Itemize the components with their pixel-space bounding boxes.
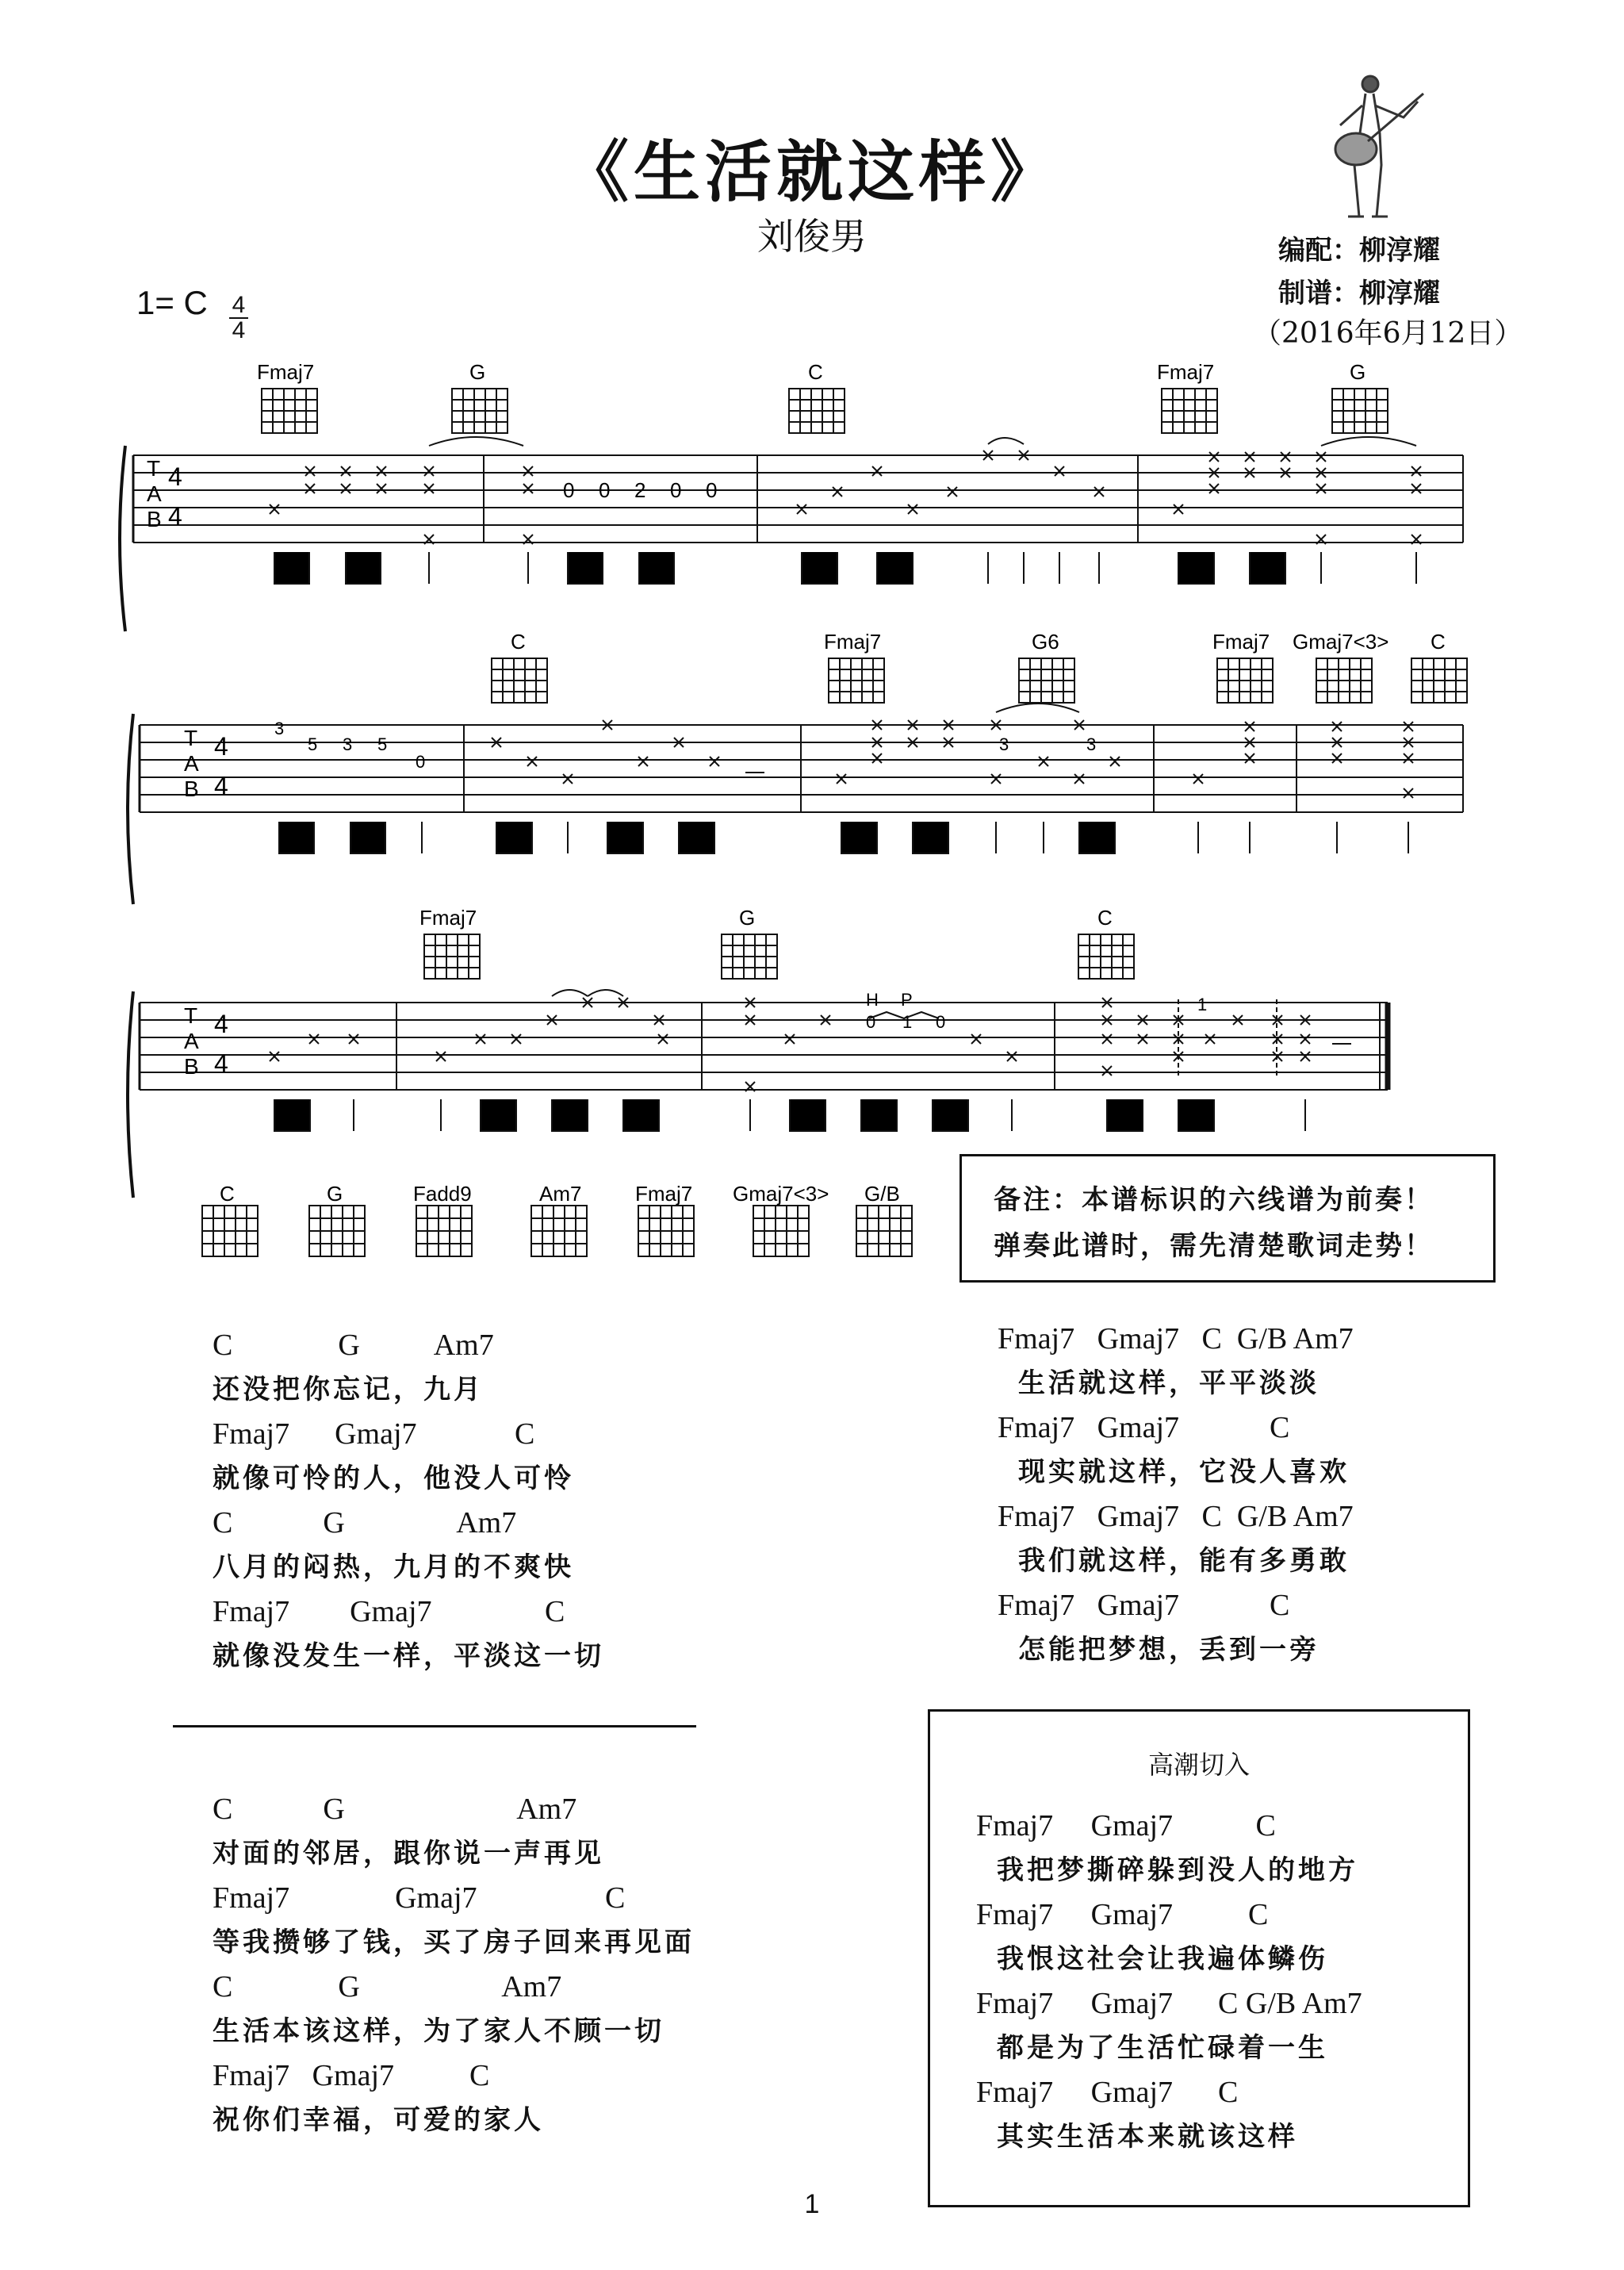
svg-text:3: 3 xyxy=(343,734,353,754)
svg-text:4: 4 xyxy=(168,462,182,491)
svg-text:0: 0 xyxy=(936,1012,946,1032)
chord-diagram-fmaj7 xyxy=(419,906,480,979)
svg-text:B: B xyxy=(147,507,162,531)
chord-diagram-fmaj7 xyxy=(257,360,317,433)
svg-text:B: B xyxy=(184,1054,199,1079)
svg-text:G/B: G/B xyxy=(864,1182,900,1206)
arranger-credit: 编配：柳淳耀 xyxy=(1278,235,1440,266)
chord-diagram-fmaj7 xyxy=(1157,360,1217,433)
page-number: 1 xyxy=(804,2189,820,2219)
svg-text:Fmaj7: Fmaj7 xyxy=(257,360,315,384)
chorus xyxy=(998,1317,1354,1672)
artist-name: 刘俊男 xyxy=(757,215,867,258)
lyric-line: 现实就这样，它没人喜欢 xyxy=(1018,1456,1350,1488)
chord-line: Fmaj7 Gmaj7 C xyxy=(976,1809,1276,1842)
svg-text:T: T xyxy=(147,456,161,481)
svg-text:0: 0 xyxy=(706,478,718,502)
svg-text:G6: G6 xyxy=(1032,630,1059,654)
chord-line: Fmaj7 Gmaj7 C G/B Am7 xyxy=(976,1987,1362,2020)
chord-library xyxy=(190,1174,928,1269)
svg-text:Gmaj7<3>: Gmaj7<3> xyxy=(733,1182,829,1206)
lyric-line: 就像没发生一样，平淡这一切 xyxy=(213,1640,604,1672)
section-divider xyxy=(173,1725,696,1727)
svg-text:0: 0 xyxy=(866,1012,876,1032)
chord-line: Fmaj7 Gmaj7 C G/B Am7 xyxy=(998,1500,1354,1533)
chord-line: Fmaj7 Gmaj7 C xyxy=(213,1881,626,1915)
chord-line: Fmaj7 Gmaj7 C xyxy=(213,1595,565,1628)
guitarist-logo-icon xyxy=(1324,70,1427,220)
lyric-line: 祝你们幸福，可爱的家人 xyxy=(213,2104,544,2136)
svg-text:Fmaj7: Fmaj7 xyxy=(1212,630,1270,654)
svg-text:Fmaj7: Fmaj7 xyxy=(635,1182,693,1206)
svg-text:Fmaj7: Fmaj7 xyxy=(419,906,477,930)
svg-text:5: 5 xyxy=(308,734,318,754)
svg-text:4: 4 xyxy=(214,1010,228,1038)
chord-diagram-am7 xyxy=(531,1182,587,1256)
note-box xyxy=(959,1154,1496,1283)
svg-text:3: 3 xyxy=(999,734,1009,754)
chord-line: Fmaj7 Gmaj7 C xyxy=(213,2059,490,2092)
svg-text:0: 0 xyxy=(599,478,611,502)
lyric-line: 都是为了生活忙碌着一生 xyxy=(997,2032,1328,2064)
chord-diagram-c xyxy=(789,360,845,433)
lyric-line: 生活本该这样，为了家人不顾一切 xyxy=(213,2015,665,2047)
svg-text:4: 4 xyxy=(214,1049,228,1078)
svg-text:G: G xyxy=(327,1182,343,1206)
song-title: 《生活就这样》 xyxy=(561,132,1062,211)
date-text: （2016年6月12日） xyxy=(1253,317,1523,350)
svg-text:Fadd9: Fadd9 xyxy=(413,1182,472,1206)
chord-diagram-c xyxy=(1411,630,1467,703)
svg-text:A: A xyxy=(184,1029,199,1053)
chord-diagram-g-b xyxy=(856,1182,912,1256)
verse-1 xyxy=(213,1323,604,1678)
svg-text:G: G xyxy=(1350,360,1366,384)
climax-title: 高潮切入 xyxy=(1147,1750,1250,1780)
svg-text:4: 4 xyxy=(214,772,228,800)
svg-text:1: 1 xyxy=(1197,995,1208,1014)
chord-line: C G Am7 xyxy=(213,1506,517,1540)
svg-text:Fmaj7: Fmaj7 xyxy=(824,630,882,654)
svg-text:Gmaj7<3>: Gmaj7<3> xyxy=(1293,630,1389,654)
svg-text:G: G xyxy=(469,360,486,384)
svg-text:3: 3 xyxy=(1086,734,1097,754)
tab-row-1 xyxy=(111,349,1475,650)
svg-text:0: 0 xyxy=(670,478,682,502)
chord-diagram-fadd9 xyxy=(413,1182,472,1256)
chord-line: Fmaj7 Gmaj7 C xyxy=(213,1417,535,1451)
svg-text:A: A xyxy=(184,751,199,776)
lyric-line: 等我攒够了钱，买了房子回来再见面 xyxy=(213,1927,695,1958)
chord-diagram-g6 xyxy=(1019,630,1074,703)
svg-text:4: 4 xyxy=(214,732,228,761)
svg-text:C: C xyxy=(220,1182,235,1206)
lyric-line: 还没把你忘记，九月 xyxy=(213,1374,484,1405)
svg-text:2: 2 xyxy=(634,478,646,502)
time-signature: 4 4 xyxy=(227,293,251,343)
chord-line: Fmaj7 Gmaj7 C xyxy=(976,1898,1269,1931)
chord-diagram-gmaj7-3 xyxy=(733,1182,829,1256)
lyric-line: 八月的闷热，九月的不爽快 xyxy=(213,1551,574,1583)
chord-diagram-g xyxy=(309,1182,365,1256)
svg-text:C: C xyxy=(511,630,526,654)
lyric-line: 我们就这样，能有多勇敢 xyxy=(1018,1545,1350,1577)
chord-line: C G Am7 xyxy=(213,1329,494,1362)
svg-text:C: C xyxy=(808,360,823,384)
svg-text:G: G xyxy=(739,906,756,930)
chord-line: Fmaj7 Gmaj7 C G/B Am7 xyxy=(998,1322,1354,1355)
note-line-1: 备注：本谱标识的六线谱为前奏！ xyxy=(994,1184,1434,1216)
svg-text:5: 5 xyxy=(377,734,388,754)
svg-text:C: C xyxy=(1431,630,1446,654)
lyric-line: 我把梦撕碎躲到没人的地方 xyxy=(997,1854,1358,1886)
chord-diagram-fmaj7 xyxy=(1212,630,1273,703)
chord-diagram-c xyxy=(1078,906,1134,979)
svg-text:Am7: Am7 xyxy=(539,1182,582,1206)
verse-2 xyxy=(213,1787,695,2142)
svg-text:P: P xyxy=(901,990,913,1010)
svg-text:H: H xyxy=(866,990,879,1010)
svg-text:Fmaj7: Fmaj7 xyxy=(1157,360,1215,384)
chord-diagram-fmaj7 xyxy=(635,1182,694,1256)
svg-text:0: 0 xyxy=(563,478,575,502)
climax-box xyxy=(928,1709,1470,2207)
lyric-line: 生活就这样，平平淡淡 xyxy=(1018,1367,1320,1399)
chord-diagram-gmaj7-3 xyxy=(1293,630,1388,703)
note-line-2: 弹奏此谱时，需先清楚歌词走势！ xyxy=(994,1230,1434,1262)
svg-text:A: A xyxy=(147,481,162,506)
chord-line: Fmaj7 Gmaj7 C xyxy=(998,1589,1290,1622)
chord-diagram-g xyxy=(1332,360,1388,433)
svg-text:C: C xyxy=(1097,906,1113,930)
lyric-line: 怎能把梦想，丢到一旁 xyxy=(1018,1634,1320,1666)
chord-diagram-c xyxy=(492,630,547,703)
svg-text:0: 0 xyxy=(416,752,426,772)
svg-text:B: B xyxy=(184,776,199,801)
svg-text:T: T xyxy=(184,726,198,750)
chord-diagram-fmaj7 xyxy=(824,630,884,703)
lyric-line: 其实生活本来就该这样 xyxy=(997,2121,1298,2153)
svg-text:3: 3 xyxy=(274,719,285,738)
transcriber-credit: 制谱：柳淳耀 xyxy=(1278,278,1440,309)
key-signature: 1= C xyxy=(136,284,208,321)
chord-line: Fmaj7 Gmaj7 C xyxy=(998,1411,1290,1444)
lyric-line: 对面的邻居，跟你说一声再见 xyxy=(213,1838,604,1869)
chord-diagram-g xyxy=(452,360,508,433)
svg-text:4: 4 xyxy=(168,502,182,531)
chord-diagram-g xyxy=(722,906,777,979)
chord-diagram-c xyxy=(202,1182,258,1256)
svg-text:T: T xyxy=(184,1003,198,1028)
chord-line: C G Am7 xyxy=(213,1793,577,1826)
tab-row-2 xyxy=(111,619,1475,920)
chord-line: C G Am7 xyxy=(213,1970,562,2004)
svg-text:1: 1 xyxy=(902,1012,913,1032)
lyric-line: 我恨这社会让我遍体鳞伤 xyxy=(997,1943,1328,1975)
chord-line: Fmaj7 Gmaj7 C xyxy=(976,2076,1239,2109)
lyric-line: 就像可怜的人，他没人可怜 xyxy=(213,1463,574,1494)
